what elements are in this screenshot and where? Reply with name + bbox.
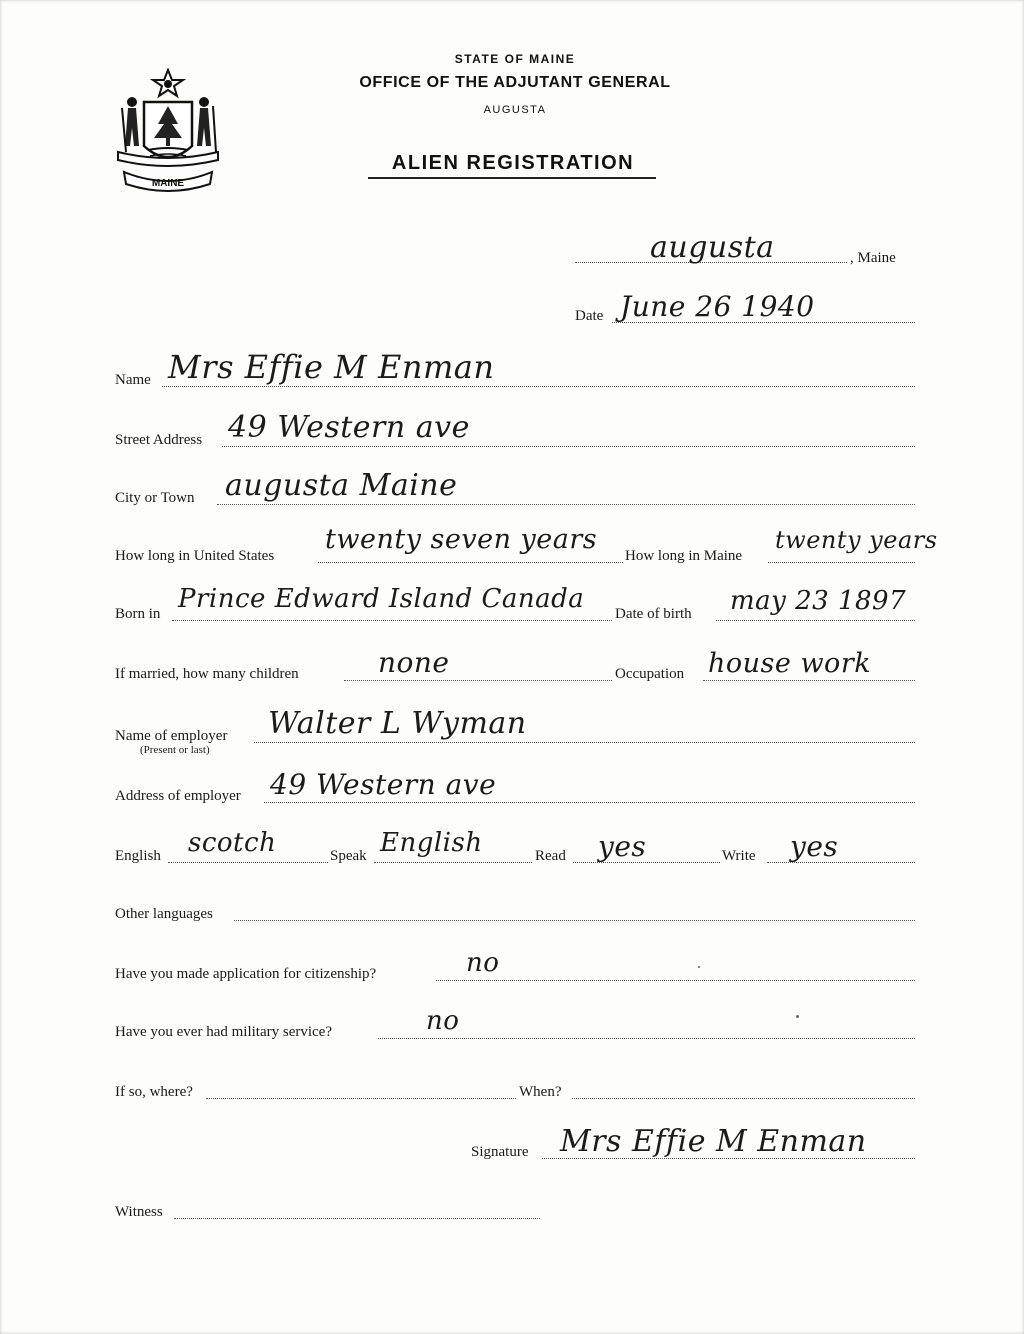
children-label: If married, how many children <box>115 666 299 682</box>
citizenship-value[interactable]: no <box>466 948 500 978</box>
header-city: AUGUSTA <box>483 104 547 116</box>
military-label: Have you ever had military service? <box>115 1024 332 1040</box>
write-label: Write <box>722 848 756 864</box>
born-in-line <box>172 620 612 621</box>
how-long-us-value[interactable]: twenty seven years <box>325 524 598 555</box>
when-line <box>572 1098 915 1099</box>
scan-speck <box>796 1015 799 1018</box>
how-long-maine-value[interactable]: twenty years <box>775 526 938 554</box>
city-or-town-label: City or Town <box>115 490 195 506</box>
employer-name-label: Name of employer <box>115 728 228 744</box>
english-line <box>168 862 328 863</box>
english-value[interactable]: scotch <box>188 828 277 858</box>
citizenship-line <box>436 980 915 981</box>
form-title: ALIEN REGISTRATION <box>391 152 635 174</box>
military-line <box>378 1038 915 1039</box>
place-suffix: , Maine <box>850 250 896 266</box>
speak-label: Speak <box>330 848 367 864</box>
header-office: OFFICE OF THE ADJUTANT GENERAL <box>359 74 671 91</box>
title-underline <box>368 177 656 179</box>
other-languages-label: Other languages <box>115 906 213 922</box>
seal-banner-text: MAINE <box>151 178 185 189</box>
occupation-value[interactable]: house work <box>708 648 872 679</box>
how-long-us-line <box>318 562 623 563</box>
city-or-town-value[interactable]: augusta Maine <box>225 468 458 503</box>
speak-value[interactable]: English <box>380 828 483 858</box>
born-in-label: Born in <box>115 606 161 622</box>
how-long-us-label: How long in United States <box>115 548 275 564</box>
name-label: Name <box>115 372 151 388</box>
name-value[interactable]: Mrs Effie M Enman <box>168 348 495 386</box>
how-long-maine-label: How long in Maine <box>625 548 743 564</box>
employer-name-line <box>254 742 915 743</box>
born-in-value[interactable]: Prince Edward Island Canada <box>178 584 585 614</box>
witness-line <box>174 1218 540 1219</box>
street-address-line <box>222 446 915 447</box>
occupation-label: Occupation <box>615 666 685 682</box>
read-value[interactable]: yes <box>598 830 647 863</box>
city-or-town-line <box>217 504 915 505</box>
read-line <box>573 862 720 863</box>
speak-line <box>374 862 532 863</box>
place-value[interactable]: augusta <box>650 230 775 265</box>
when-label: When? <box>519 1084 562 1100</box>
date-of-birth-label: Date of birth <box>615 606 692 622</box>
date-value[interactable]: June 26 1940 <box>620 290 815 323</box>
employer-name-sublabel: (Present or last) <box>140 744 210 756</box>
witness-label: Witness <box>115 1204 163 1220</box>
signature-value[interactable]: Mrs Effie M Enman <box>560 1124 867 1159</box>
maine-state-seal-icon <box>112 68 224 194</box>
date-label: Date <box>575 308 604 324</box>
children-line <box>344 680 612 681</box>
military-value[interactable]: no <box>426 1006 460 1036</box>
how-long-maine-line <box>768 562 915 563</box>
street-address-value[interactable]: 49 Western ave <box>228 410 470 445</box>
date-of-birth-line <box>716 620 915 621</box>
date-of-birth-value[interactable]: may 23 1897 <box>730 586 907 616</box>
other-languages-line <box>234 920 915 921</box>
employer-address-label: Address of employer <box>115 788 241 804</box>
scan-speck <box>698 966 700 968</box>
street-address-label: Street Address <box>115 432 203 448</box>
signature-label: Signature <box>471 1144 529 1160</box>
employer-address-line <box>264 802 915 803</box>
write-value[interactable]: yes <box>790 830 839 863</box>
employer-name-value[interactable]: Walter L Wyman <box>268 706 527 741</box>
citizenship-label: Have you made application for citizenship? <box>115 966 377 982</box>
name-line <box>162 386 915 387</box>
read-label: Read <box>535 848 566 864</box>
english-label: English <box>115 848 161 864</box>
where-line <box>206 1098 516 1099</box>
children-value[interactable]: none <box>378 646 450 679</box>
where-label: If so, where? <box>115 1084 193 1100</box>
employer-address-value[interactable]: 49 Western ave <box>270 768 497 801</box>
occupation-line <box>703 680 915 681</box>
header-state: STATE OF MAINE <box>454 52 576 66</box>
